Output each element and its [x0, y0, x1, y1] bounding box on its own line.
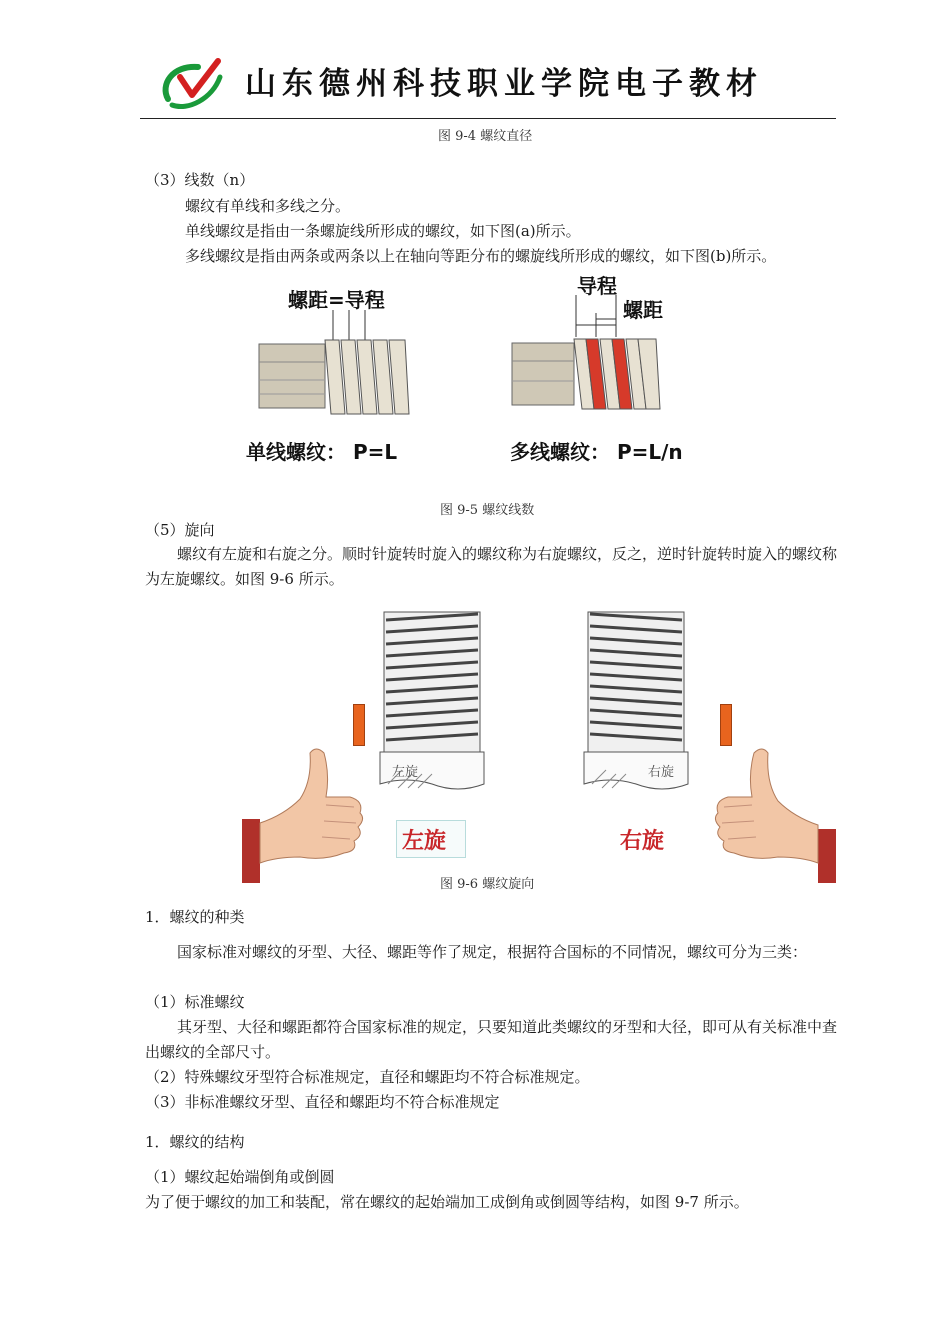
types-item-2: （2）特殊螺纹牙型符合标准规定，直径和螺距均不符合标准规定。: [145, 1068, 590, 1086]
paragraph-line: 螺纹有单线和多线之分。: [185, 197, 351, 215]
structure-item-1: （1）螺纹起始端倒角或倒圆: [145, 1168, 335, 1186]
types-item-1-desc: 其牙型、大径和螺距都符合国家标准的规定，只要知道此类螺纹的牙型和大径，即可从有关标准中查出螺纹的全部尺寸。: [145, 1018, 838, 1061]
section-heading-structure: 1．螺纹的结构: [145, 1133, 245, 1151]
rotation-paragraph: 螺纹有左旋和右旋之分。顺时针旋转时旋入的螺纹称为右旋螺纹，反之，逆时针旋转时旋入的螺纹称为左旋螺纹。如图 9-6 所示。: [145, 545, 838, 588]
right-hand-thread-bolt-image: [582, 608, 690, 800]
left-hand-thread-bolt-image: [378, 608, 486, 800]
school-logo: [158, 55, 230, 111]
bolt-right-mark: 右旋: [648, 765, 675, 780]
section-heading-types: 1．螺纹的种类: [145, 908, 245, 926]
section-heading-rotation: （5）旋向: [145, 521, 215, 539]
left-hand-label: 左旋: [402, 829, 447, 854]
fig95-left-top-label: 螺距=导程: [288, 288, 385, 312]
paragraph-line: 多线螺纹是指由两条或两条以上在轴向等距分布的螺旋线所形成的螺纹，如下图(b)所示。: [185, 247, 777, 265]
fig95-right-pitch-label: 螺距: [623, 298, 663, 322]
fig95-right-lead-label: 导程: [577, 274, 617, 298]
left-thumb-hand-image: [240, 745, 370, 885]
single-thread-screw-image: [255, 310, 415, 420]
orange-marker-right: [720, 704, 732, 746]
bolt-left-mark: 左旋: [392, 765, 419, 780]
header-rule: [140, 118, 836, 119]
types-item-3: （3）非标准螺纹牙型、直径和螺距均不符合标准规定: [145, 1093, 500, 1111]
header-title: 山东德州科技职业学院电子教材: [245, 66, 763, 102]
fig95-left-bottom-label: 单线螺纹： P=L: [246, 440, 398, 464]
types-intro-paragraph: 国家标准对螺纹的牙型、大径、螺距等作了规定，根据符合国标的不同情况，螺纹可分为三类：: [177, 943, 808, 961]
fig95-right-bottom-label: 多线螺纹： P=L/n: [510, 440, 683, 464]
multi-thread-screw-image: [510, 295, 670, 415]
paragraph-line: 单线螺纹是指由一条螺旋线所形成的螺纹，如下图(a)所示。: [185, 222, 581, 240]
structure-item-1-desc: 为了便于螺纹的加工和装配，常在螺纹的起始端加工成倒角或倒圆等结构，如图 9-7 所示。: [145, 1193, 749, 1211]
orange-marker-left: [353, 704, 365, 746]
fig95-caption: 图 9-5 螺纹线数: [440, 503, 535, 518]
fig94-caption: 图 9-4 螺纹直径: [438, 129, 533, 144]
right-thumb-hand-image: [708, 745, 838, 885]
types-item-1: （1）标准螺纹: [145, 993, 245, 1011]
section-heading-thread-count: （3）线数（n）: [145, 171, 255, 189]
fig96-caption: 图 9-6 螺纹旋向: [440, 877, 535, 892]
right-hand-label: 右旋: [620, 829, 665, 854]
